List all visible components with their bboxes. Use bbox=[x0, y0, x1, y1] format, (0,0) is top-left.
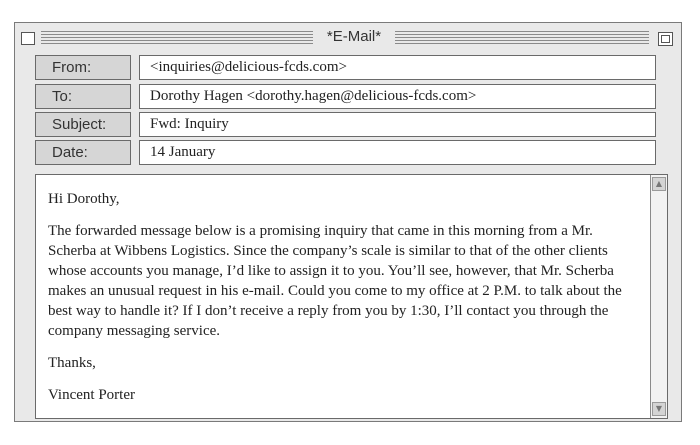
message-text bbox=[48, 189, 638, 417]
title-bar[interactable] bbox=[15, 23, 681, 53]
date-label: Date: bbox=[35, 140, 131, 165]
closing: Thanks, bbox=[48, 355, 96, 371]
from-field[interactable]: <inquiries@delicious-fcds.com> bbox=[139, 55, 656, 80]
to-label: To: bbox=[35, 84, 131, 109]
greeting: Hi Dorothy, bbox=[48, 191, 120, 207]
window-title: *E-Mail* bbox=[326, 28, 382, 45]
date-field[interactable]: 14 January bbox=[139, 140, 656, 165]
subject-label: Subject: bbox=[35, 112, 131, 137]
zoom-box-icon[interactable] bbox=[658, 32, 673, 46]
title-stripes-right bbox=[395, 31, 649, 45]
title-stripes-left bbox=[41, 31, 313, 45]
email-window bbox=[14, 22, 682, 422]
vertical-scrollbar[interactable] bbox=[650, 175, 667, 418]
scroll-down-icon[interactable]: ▼ bbox=[652, 402, 666, 416]
to-field[interactable]: Dorothy Hagen <dorothy.hagen@delicious-fcds.com> bbox=[139, 84, 656, 109]
message-body[interactable] bbox=[35, 174, 668, 419]
scroll-up-icon[interactable]: ▲ bbox=[652, 177, 666, 191]
signature: Vincent Porter bbox=[48, 387, 135, 403]
message-paragraph: The forwarded message below is a promising inquiry that came in this morning from a Mr. Scherba at Wibbens Logistics. Since the company’s scale is similar to that of the other clients whose accounts you manage, I’d like to assign it to you. You’ll see, however, that Mr. Scherba makes an unusual request in his e-mail. Could you come to my office at 2 P.M. to talk about the best way to handle it? If I don’t receive a reply from you by 1:30, I’ll contact you through the company messaging service. bbox=[48, 223, 622, 339]
close-box-icon[interactable] bbox=[21, 32, 35, 45]
from-label: From: bbox=[35, 55, 131, 80]
subject-field[interactable]: Fwd: Inquiry bbox=[139, 112, 656, 137]
